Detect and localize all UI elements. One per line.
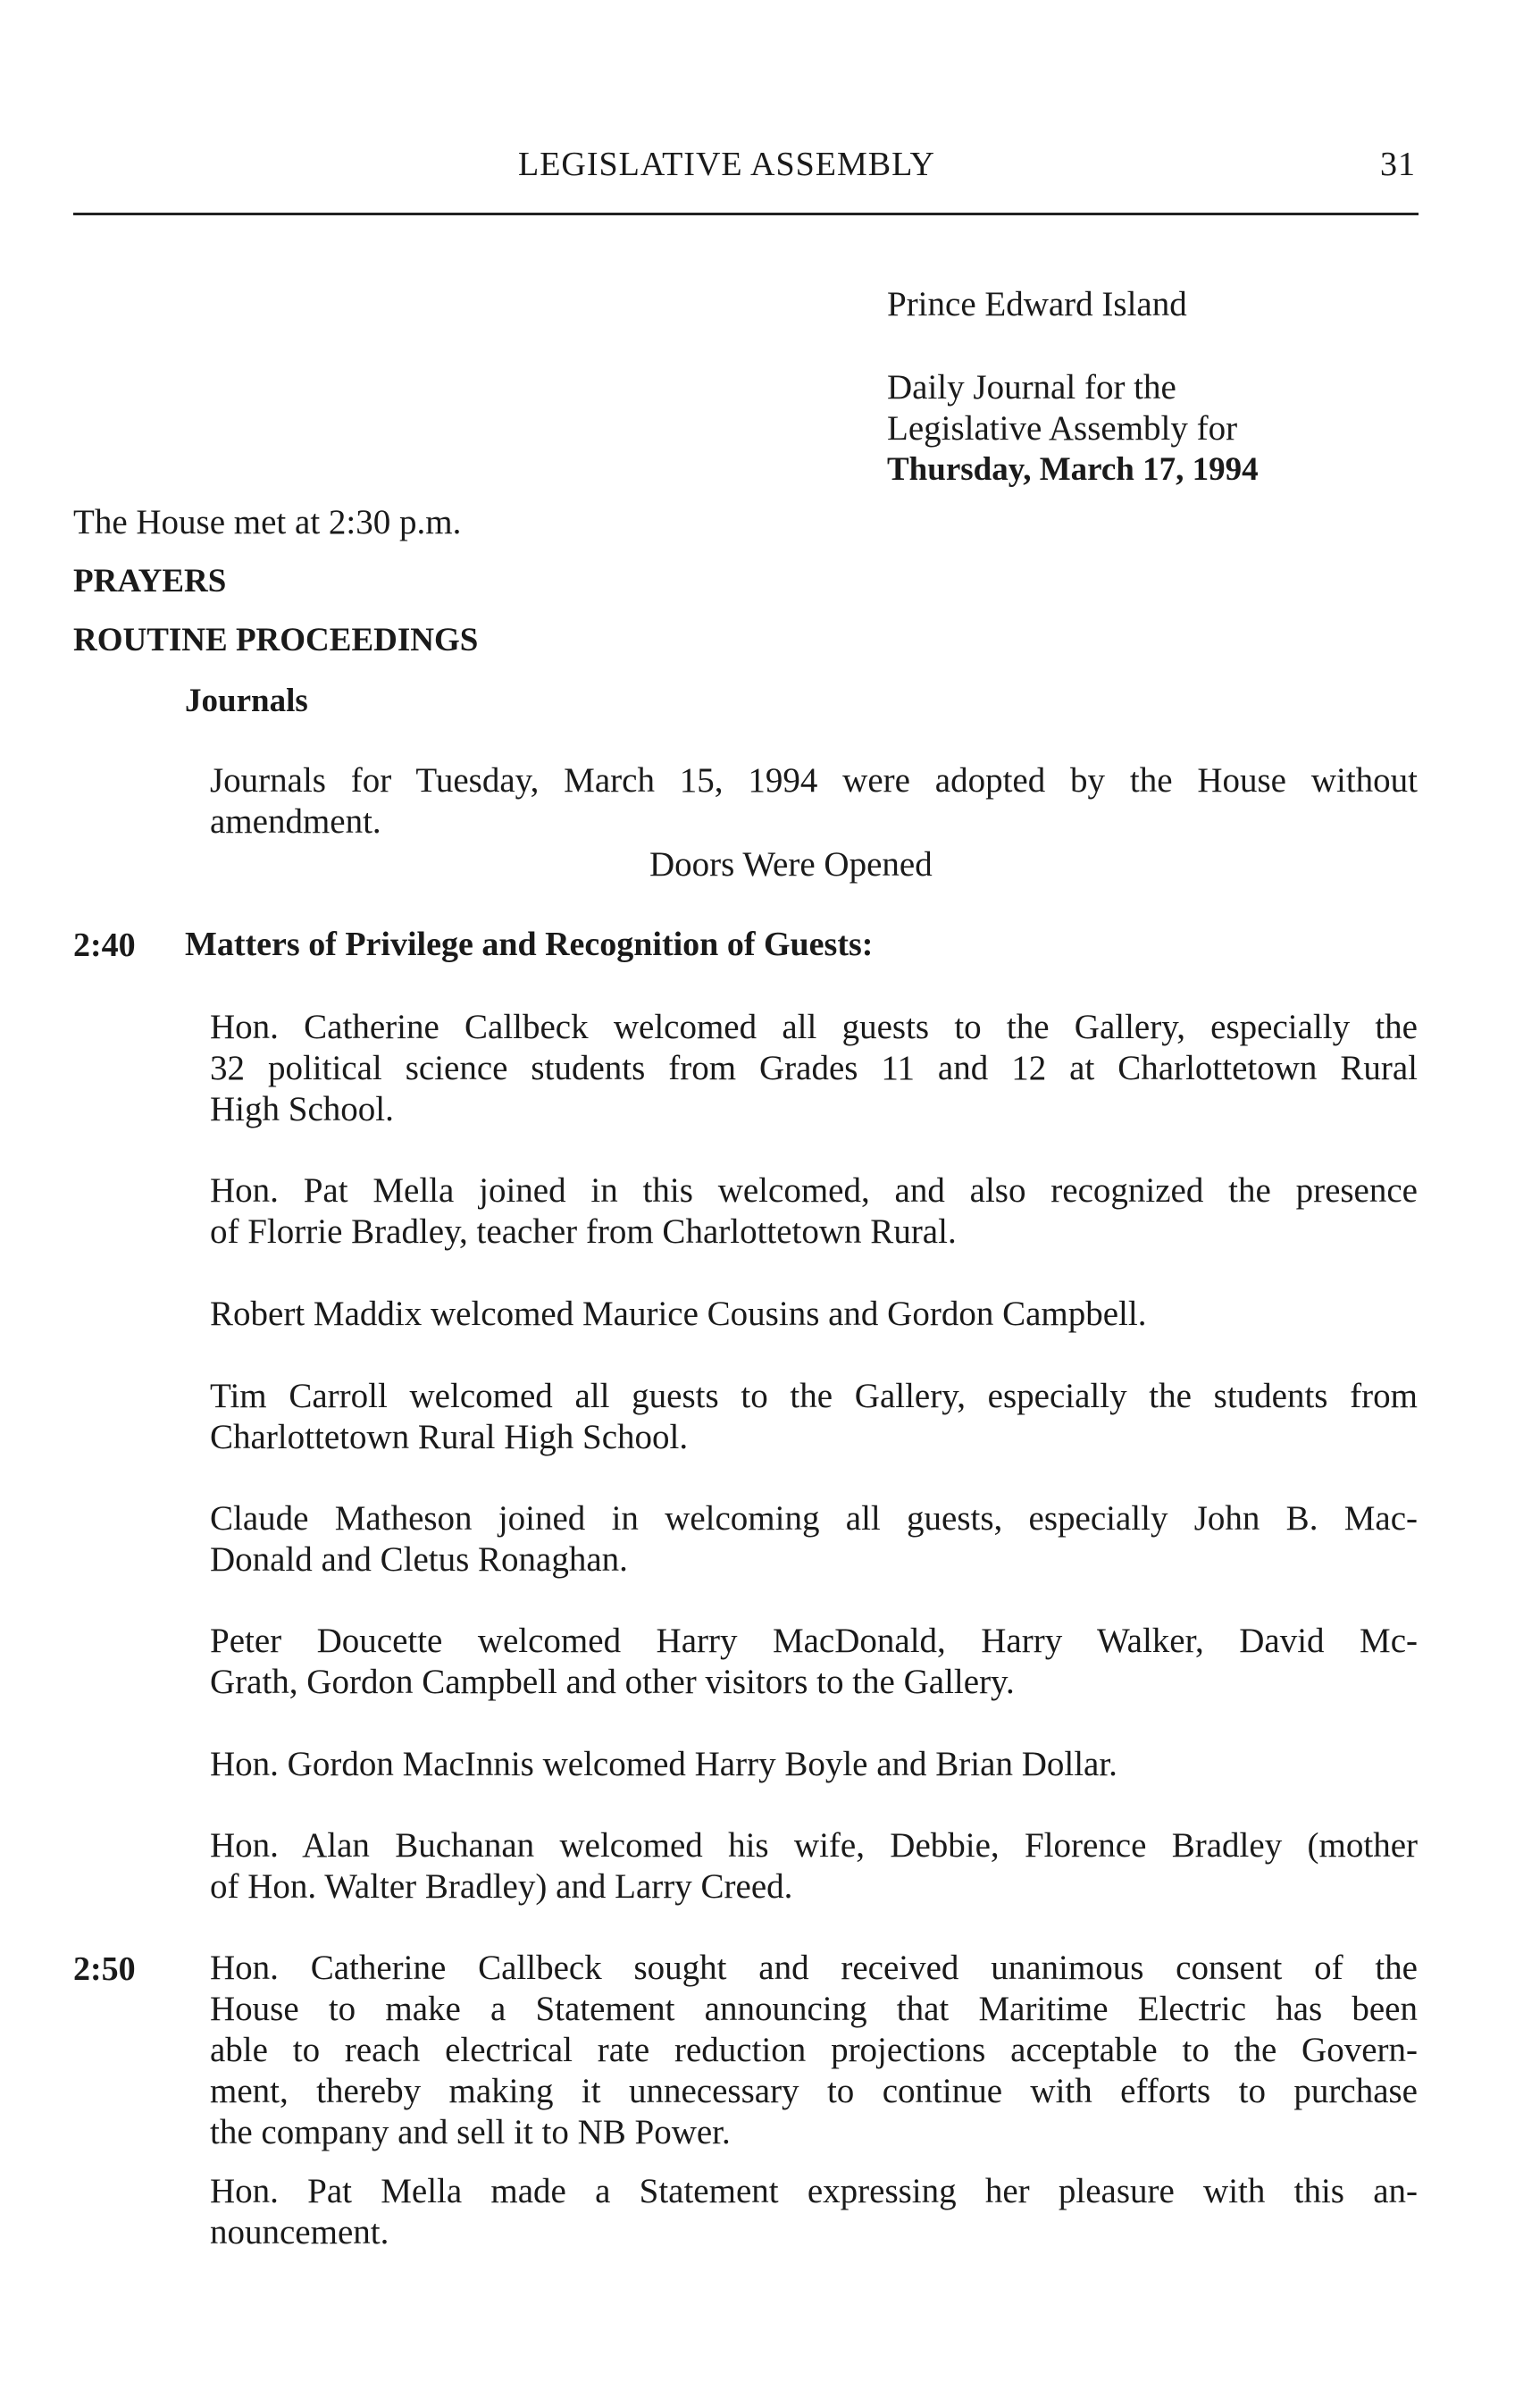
guest-paragraph [210,1744,1418,1785]
paragraph-line: Hon. Pat Mella joined in this welcomed, and also recognized the presence [210,1171,1418,1210]
paragraph-line: ment, thereby making it unnecessary to continue with efforts to purchase [210,2072,1418,2110]
paragraph-line: House to make a Statement announcing that Maritime Electric has been [210,1990,1418,2028]
paragraph-line: Tim Carroll welcomed all guests to the Gallery, especially the students from [210,1377,1418,1415]
house-met-time: The House met at 2:30 p.m. [73,503,462,541]
statement-paragraph [210,1948,1418,2153]
paragraph-line: of Florrie Bradley, teacher from Charlottetown Rural. [210,1212,957,1251]
paragraph-line: nouncement. [210,2213,389,2251]
journals-paragraph [210,760,1418,843]
statement-paragraph [210,2171,1418,2253]
journal-title-line2: Legislative Assembly for [887,409,1238,448]
guest-paragraph [210,1825,1418,1908]
paragraph-line: the company and sell it to NB Power. [210,2113,731,2151]
paragraph-line: High School. [210,1090,394,1128]
province-name: Prince Edward Island [887,285,1187,323]
guest-paragraph [210,1376,1418,1458]
paragraph-line: Hon. Gordon MacInnis welcomed Harry Boyle and Brian Dollar. [210,1745,1117,1783]
paragraph-line: Donald and Cletus Ronaghan. [210,1540,628,1579]
doors-opened: Doors Were Opened [649,845,933,884]
running-header-title: LEGISLATIVE ASSEMBLY [518,146,935,183]
guest-paragraph [210,1294,1418,1335]
guest-paragraph [210,1621,1418,1703]
journals-heading: Journals [185,683,308,719]
paragraph-line: 32 political science students from Grades 11 and 12 at Charlottetown Rural [210,1049,1418,1087]
journals-line: amendment. [210,802,381,841]
routine-proceedings-heading: ROUTINE PROCEEDINGS [73,622,479,658]
guest-paragraph [210,1007,1418,1130]
paragraph-line: Robert Maddix welcomed Maurice Cousins and Gordon Campbell. [210,1295,1147,1333]
paragraph-line: Claude Matheson joined in welcoming all guests, especially John B. Mac- [210,1499,1418,1538]
paragraph-line: Hon. Alan Buchanan welcomed his wife, Debbie, Florence Bradley (mother [210,1826,1418,1865]
paragraph-line: Hon. Catherine Callbeck welcomed all guests to the Gallery, especially the [210,1008,1418,1046]
time-marker: 2:40 [73,926,136,964]
paragraph-line: Charlottetown Rural High School. [210,1418,689,1456]
paragraph-line: Grath, Gordon Campbell and other visitors to the Gallery. [210,1663,1015,1701]
paragraph-line: Hon. Pat Mella made a Statement expressing her pleasure with this an- [210,2172,1418,2210]
guest-paragraph [210,1498,1418,1580]
paragraph-line: Peter Doucette welcomed Harry MacDonald, Harry Walker, David Mc- [210,1622,1418,1660]
page-number: 31 [1380,146,1416,183]
journal-title-line1: Daily Journal for the [887,368,1176,407]
prayers-heading: PRAYERS [73,563,227,600]
journals-line: Journals for Tuesday, March 15, 1994 were adopted by the House without [210,761,1418,800]
journal-date: Thursday, March 17, 1994 [887,451,1259,488]
matters-of-privilege-heading: Matters of Privilege and Recognition of Guests: [185,926,874,963]
guest-paragraph [210,1170,1418,1253]
paragraph-line: Hon. Catherine Callbeck sought and received unanimous consent of the [210,1949,1418,1987]
paragraph-line: of Hon. Walter Bradley) and Larry Creed. [210,1867,793,1906]
time-marker: 2:50 [73,1950,136,1988]
paragraph-line: able to reach electrical rate reduction projections acceptable to the Govern- [210,2031,1418,2069]
header-rule [73,213,1419,215]
